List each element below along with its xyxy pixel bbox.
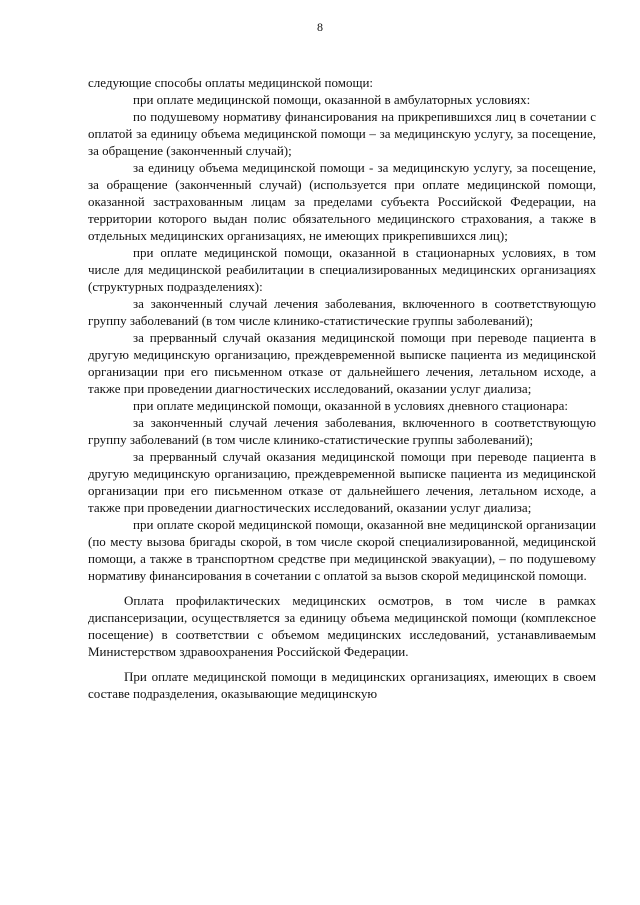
paragraph-ambulatory-heading: при оплате медицинской помощи, оказанной в амбулаторных условиях: (133, 92, 531, 107)
document-body (88, 74, 596, 702)
paragraph-daycare-heading: при оплате медицинской помощи, оказанной в условиях дневного стационара: (133, 398, 569, 413)
paragraph-inpatient-item-1: за законченный случай лечения заболевания, включенного в соответствующую группу заболеваний (в том числе клинико-статистические группы заболеваний); (88, 296, 596, 328)
paragraph-inpatient-heading: при оплате медицинской помощи, оказанной в стационарных условиях, в том числе для медицинской реабилитации в специализированных медицинских организациях (структурных подразделениях): (88, 245, 596, 294)
paragraph-daycare-item-2: за прерванный случай оказания медицинской помощи при переводе пациента в другую медицинскую организацию, преждевременной выписке пациента из медицинской организации при его письменном отказе от дальнейшего лечения, летальном исходе, а также при проведении диагностических исследований, оказании услуг диализа; (88, 449, 596, 515)
paragraph-organizations: При оплате медицинской помощи в медицинских организациях, имеющих в своем составе подразделения, оказывающие медицинскую (88, 669, 596, 701)
paragraph-inpatient-item-2: за прерванный случай оказания медицинской помощи при переводе пациента в другую медицинскую организацию, преждевременной выписке пациента из медицинской организации при его письменном отказе от дальнейшего лечения, летальном исходе, а также при проведении диагностических исследований, оказании услуг диализа; (88, 330, 596, 396)
paragraph-ambulatory-item-1: по подушевому нормативу финансирования на прикрепившихся лиц в сочетании с оплатой за единицу объема медицинской помощи – за медицинскую услугу, за посещение, за обращение (законченный случай); (88, 109, 596, 158)
paragraph-daycare-item-1: за законченный случай лечения заболевания, включенного в соответствующую группу заболеваний (в том числе клинико-статистические группы заболеваний); (88, 415, 596, 447)
paragraph-emergency: при оплате скорой медицинской помощи, оказанной вне медицинской организации (по месту вызова бригады скорой, в том числе скорой специализированной, медицинской помощи, а также в транспортном средстве при медицинской эвакуации), – по подушевому нормативу финансирования в сочетании с оплатой за вызов скорой медицинской помощи. (88, 517, 596, 583)
paragraph-intro: следующие способы оплаты медицинской помощи: (88, 75, 374, 90)
paragraph-preventive-exams: Оплата профилактических медицинских осмотров, в том числе в рамках диспансеризации, осуществляется за единицу объема медицинской помощи (комплексное посещение) в соответствии с объемом медицинских исследований, устанавливаемым Министерством здравоохранения Российской Федерации. (88, 593, 596, 659)
page-number: 8 (317, 20, 323, 34)
paragraph-ambulatory-item-2: за единицу объема медицинской помощи - за медицинскую услугу, за посещение, за обращение (законченный случай) (используется при оплате медицинской помощи, оказанной застрахованным лицам за пределами субъекта Российской Федерации, на территории которого выдан полис обязательного медицинского страхования, а также в отдельных медицинских организациях, не имеющих прикрепившихся лиц); (88, 160, 596, 243)
